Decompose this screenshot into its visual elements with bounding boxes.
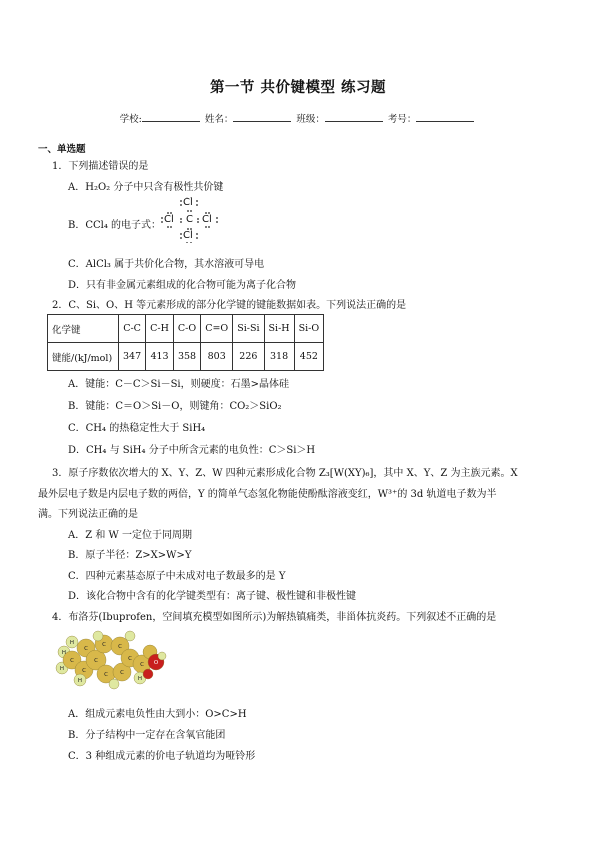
q3-option-b: B．原子半径：Z>X>W>Y [68,550,192,561]
bond-energy-table [47,314,324,371]
lewis-cl-top: Cl [183,197,193,208]
table-cell: 803 [201,343,233,371]
section-heading: 一、单选题 [38,144,86,155]
ibuprofen-space-filling-model [50,630,168,690]
atom-label: C [120,670,124,676]
atom-label: H [59,666,65,672]
q1-option-c: C．AlCl₃ 属于共价化合物，其水溶液可导电 [68,259,265,270]
table-row [48,315,324,343]
atom-label: C [84,646,88,652]
atom-label: C [70,658,74,664]
atom-label: C [128,656,132,662]
table-cell: C-H [146,315,174,343]
atom-label: H [77,678,83,684]
table-cell: 226 [233,343,264,371]
table-row [48,343,324,371]
table-header-label: 化学键 [48,315,119,343]
school-label: 学校: [119,114,142,125]
name-label: 姓名： [204,114,234,125]
q3-option-c: C．四种元素基态原子中未成对电子数最多的是 Y [68,571,286,582]
lewis-cl-left: Cl [164,214,174,225]
q2-option-c: C．CH₄ 的热稳定性大于 SiH₄ [68,423,206,434]
lewis-cl-right: Cl [202,214,212,225]
table-cell: 358 [173,343,200,371]
atom-label: C [102,642,106,648]
student-info-line [0,111,596,125]
atom-label: C [140,662,144,668]
table-cell: Si-Si [233,315,264,343]
atom-label: O [153,660,159,666]
q4-option-a: A．组成元素电负性由大到小：O>C>H [68,709,247,720]
exam-label: 考号： [387,114,417,125]
atom-label: C [82,668,86,674]
q3-stem-line2: 最外层电子数是内层电子数的两倍，Y 的简单气态氢化物能使酚酞溶液变红，W³⁺的 3d 轨道电子数为半 [38,489,497,500]
table-cell: C-O [173,315,200,343]
lewis-electron-dots [160,197,220,243]
atom-label: H [69,640,75,646]
ccl4-lewis-structure [160,197,220,243]
table-cell: 347 [119,343,146,371]
lewis-c-center: C [186,214,193,225]
table-cell: Si-H [264,315,294,343]
lewis-cl-bottom: Cl [183,230,193,241]
class-blank[interactable] [325,112,383,122]
page-title: 第一节 共价键模型 练习题 [209,80,387,96]
atom-label: H [61,650,67,656]
table-cell: 318 [264,343,294,371]
q2-stem: 2．C、Si、O、H 等元素形成的部分化学键的键能数据如表。下列说法正确的是 [52,300,407,311]
table-cell: 452 [294,343,324,371]
table-value-label: 键能/(kJ/mol) [48,343,119,371]
q2-option-b: B．键能：C＝O＞Si－O，则键角：CO₂＞SiO₂ [68,401,282,412]
table-cell: 413 [146,343,174,371]
q3-stem-line3: 满。下列说法正确的是 [38,509,138,520]
q4-option-b: B．分子结构中一定存在含氧官能团 [68,730,226,741]
q4-stem: 4．布洛芬(Ibuprofen，空间填充模型如图所示)为解热镇痛类，非甾体抗炎药。下列叙述不正确的是 [52,612,497,623]
q1-option-b: B．CCl₄ 的电子式： [68,220,162,231]
q2-option-d: D．CH₄ 与 SiH₄ 分子中所含元素的电负性：C＞Si＞H [68,445,316,456]
q1-option-a: A．H₂O₂ 分子中只含有极性共价键 [68,182,224,193]
table-cell: C-C [119,315,146,343]
class-label: 班级： [296,114,325,125]
q3-option-a: A．Z 和 W 一定位于同周期 [68,530,192,541]
atom-label: C [118,644,122,650]
q3-option-d: D．该化合物中含有的化学键类型有：离子键、极性键和非极性键 [68,591,357,602]
q2-option-a: A．键能：C－C＞Si－Si，则硬度：石墨>晶体硅 [68,379,290,390]
table-cell: Si-O [294,315,324,343]
exam-blank[interactable] [416,112,474,122]
q4-option-c: C．3 种组成元素的价电子轨道均为哑铃形 [68,751,256,762]
atom-label: C [104,672,108,678]
school-blank[interactable] [142,112,200,122]
q1-stem: 1．下列描述错误的是 [52,161,149,172]
table-cell: C=O [201,315,233,343]
atom-label: H [137,676,143,682]
name-blank[interactable] [233,112,291,122]
q3-stem-line1: 3．原子序数依次增大的 X、Y、Z、W 四种元素形成化合物 Z₃[W(XY)₆]，其中 X、Y、Z 为主族元素。X [52,468,518,479]
q1-option-d: D．只有非金属元素组成的化合物可能为离子化合物 [68,280,297,291]
atom-label: C [94,658,98,664]
